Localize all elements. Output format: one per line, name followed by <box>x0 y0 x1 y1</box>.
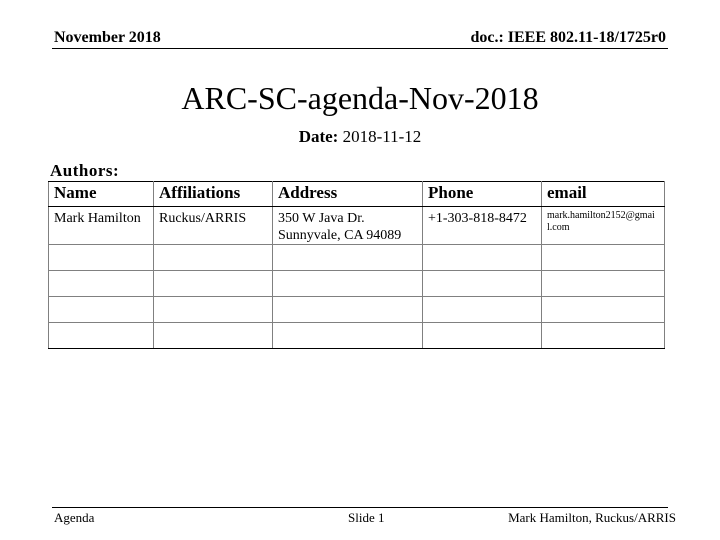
author-email-cell <box>542 323 665 349</box>
header-divider <box>52 48 668 49</box>
author-email-cell <box>542 297 665 323</box>
column-header-name: Name <box>49 182 154 207</box>
author-name-cell: Mark Hamilton <box>49 207 154 245</box>
author-phone-cell <box>423 323 542 349</box>
author-phone-cell <box>423 271 542 297</box>
author-name-cell <box>49 297 154 323</box>
author-email-cell: mark.hamilton2152@gmail.com <box>542 207 665 245</box>
author-affiliation-cell <box>154 245 273 271</box>
authors-table <box>48 181 665 349</box>
author-name-cell <box>49 271 154 297</box>
header-date: November 2018 <box>54 29 161 46</box>
footer-section-label: Agenda <box>54 510 95 525</box>
author-address-cell <box>273 297 423 323</box>
author-affiliation-cell: Ruckus/ARRIS <box>154 207 273 245</box>
author-email-cell <box>542 271 665 297</box>
date-label: Date: <box>298 127 339 146</box>
author-affiliation-cell <box>154 271 273 297</box>
table-row <box>49 297 665 323</box>
column-header-affiliations: Affiliations <box>154 182 273 207</box>
author-phone-cell: +1-303-818-8472 <box>423 207 542 245</box>
author-name-cell <box>49 245 154 271</box>
date-value: 2018-11-12 <box>342 127 422 146</box>
header-doc-id: doc.: IEEE 802.11-18/1725r0 <box>470 29 666 46</box>
address-line-1: 350 W Java Dr. <box>278 211 365 226</box>
slide-title: ARC-SC-agenda-Nov-2018 <box>181 80 539 116</box>
author-email-cell <box>542 245 665 271</box>
author-name-cell <box>49 323 154 349</box>
author-address-cell <box>273 323 423 349</box>
table-row <box>49 323 665 349</box>
table-row <box>49 245 665 271</box>
author-address-cell <box>273 271 423 297</box>
footer-author: Mark Hamilton, Ruckus/ARRIS <box>508 510 676 525</box>
table-row <box>49 271 665 297</box>
author-address-cell <box>273 245 423 271</box>
authors-label: Authors: <box>50 161 120 180</box>
column-header-email: email <box>542 182 665 207</box>
footer-slide-number: Slide 1 <box>348 510 385 525</box>
author-affiliation-cell <box>154 297 273 323</box>
author-phone-cell <box>423 245 542 271</box>
table-header-row <box>49 182 665 207</box>
table-row <box>49 207 665 245</box>
footer-divider <box>52 507 668 508</box>
column-header-address: Address <box>273 182 423 207</box>
author-affiliation-cell <box>154 323 273 349</box>
author-address-cell <box>273 207 423 245</box>
column-header-phone: Phone <box>423 182 542 207</box>
address-line-2: Sunnyvale, CA 94089 <box>278 228 402 243</box>
date-line <box>0 126 720 148</box>
author-phone-cell <box>423 297 542 323</box>
